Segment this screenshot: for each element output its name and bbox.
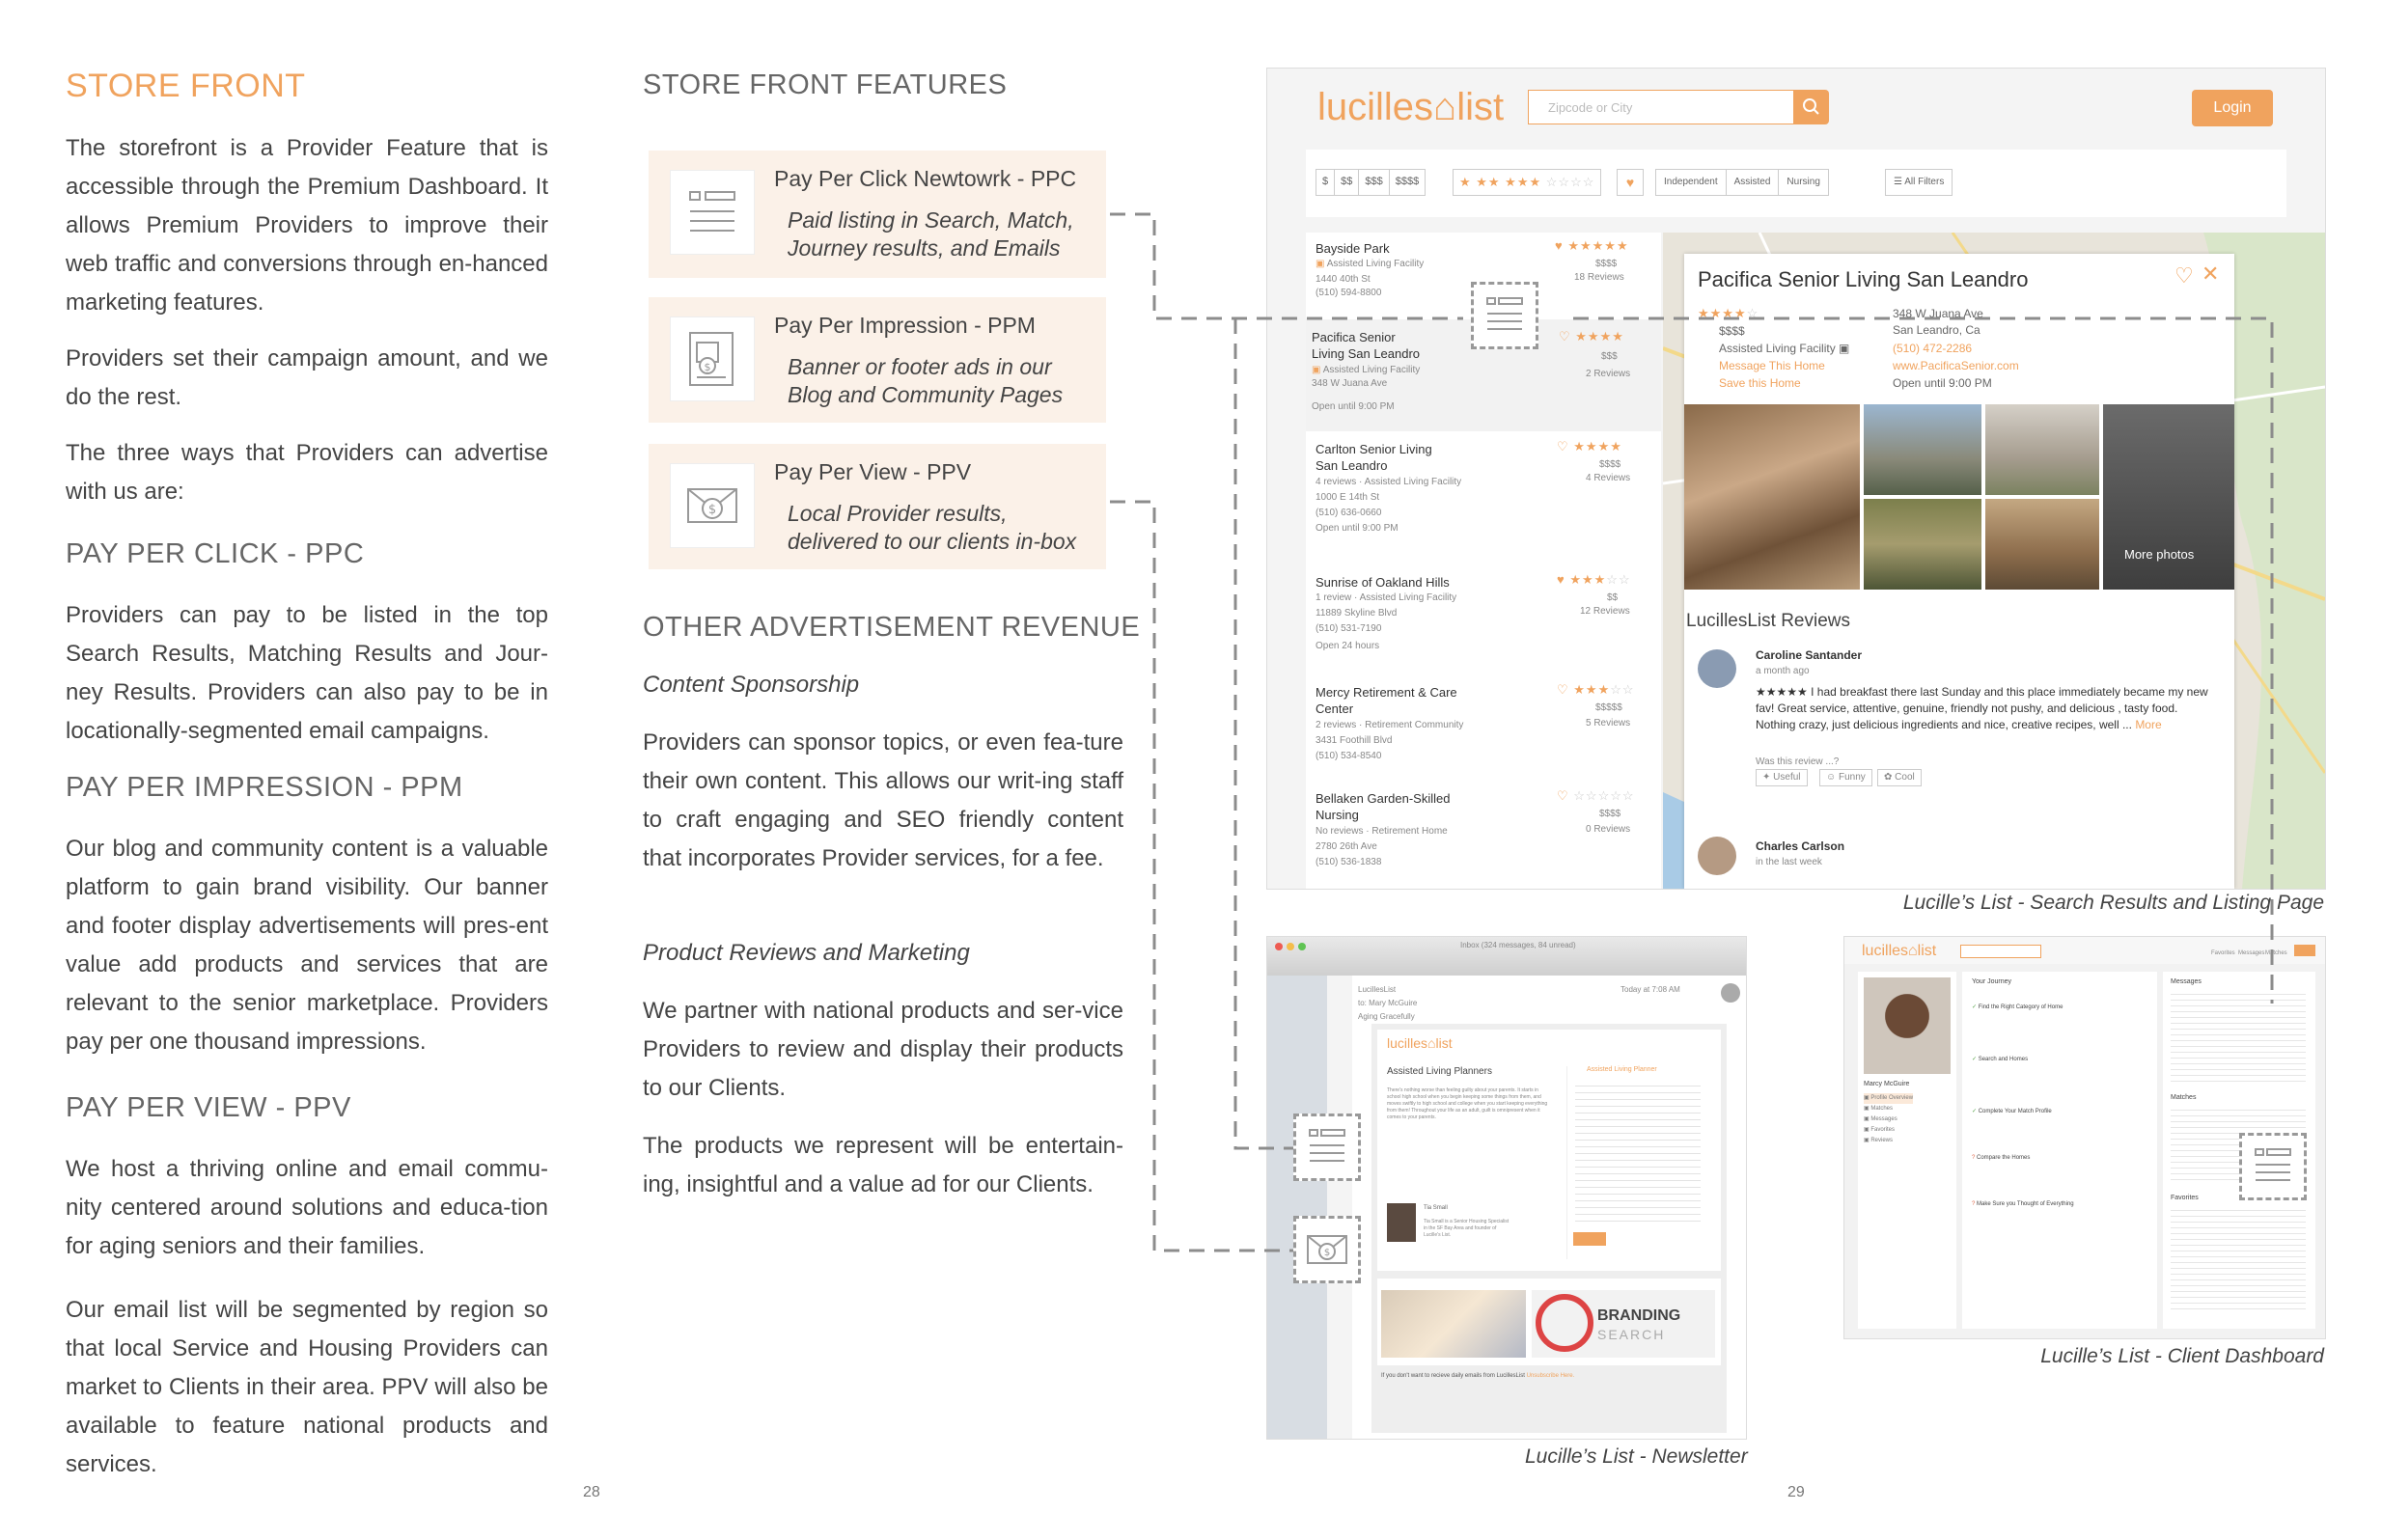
banner-headline: BRANDING: [1597, 1307, 1681, 1324]
feature-desc: Paid listing in Search, Match, Journey results, and Emails: [788, 207, 1074, 261]
dashboard-ppc-callout-icon: [2239, 1133, 2307, 1200]
features-heading: STORE FRONT FEATURES: [643, 69, 1008, 100]
review-date: in the last week: [1756, 857, 1822, 867]
unsubscribe-link[interactable]: Unsubscribe Here.: [1526, 1373, 1575, 1379]
nav-matches[interactable]: Matches: [2265, 950, 2287, 956]
journey-step[interactable]: ✓ Complete Your Match Profile: [1972, 1109, 2052, 1114]
favorite-filter[interactable]: ♥: [1617, 169, 1644, 196]
result-item[interactable]: Bayside Park ▣ Assisted Living Facility 1440 40th St (510) 594-8800 ♥ ★★★★★ $$$$ 18 Reviews: [1306, 233, 1661, 320]
detail-title: Pacifica Senior Living San Leandro: [1698, 267, 2029, 291]
ppc-heading: PAY PER CLICK - PPC: [66, 538, 365, 569]
detail-price: $$$$: [1719, 324, 1745, 338]
page-number-right: 29: [1787, 1484, 1805, 1500]
intro-paragraph: The storefront is a Provider Feature that is accessible through the Premium Dashboard. It allows Premium Providers to improve their web traffic and conversions through en-hanced marketing features.: [66, 135, 548, 316]
nav-favorites[interactable]: Favorites: [2211, 950, 2235, 956]
result-item[interactable]: Pacifica Senior Living San Leandro ▣ Assisted Living Facility 348 W Juana Ave Open until 9:00 PM ♡ ★★★★ $$$ 2 Reviews: [1306, 319, 1661, 432]
funny-button[interactable]: ☺ Funny: [1819, 769, 1872, 786]
result-item[interactable]: Mercy Retirement & Care Center 2 reviews · Retirement Community 3431 Foothill Blvd (510) 534-8540 ♡ ★★★☆☆ $$$$$ 5 Reviews: [1306, 674, 1661, 782]
save-home-link[interactable]: Save this Home: [1719, 376, 1801, 390]
feature-title: Pay Per Impression - PPM: [774, 313, 1036, 338]
sponsorship-heading: Content Sponsorship: [643, 672, 860, 698]
ppc-callout-icon: [1471, 282, 1538, 349]
author-bio: Tia Small is a Senior Housing Specialist in the SF Bay Area and founder of Lucille's List.: [1424, 1219, 1510, 1238]
journey-step[interactable]: ? Make Sure you Thought of Everything: [1972, 1201, 2074, 1207]
ppv-paragraph: We host a thriving online and email commu-nity centered around solutions and educa-tion for aging seniors and their families.: [66, 1156, 548, 1259]
detail-phone[interactable]: (510) 472-2286: [1893, 342, 1973, 355]
search-caption: Lucille’s List - Search Results and Listing Page: [1902, 892, 2324, 914]
site-logo[interactable]: lucilles⌂list: [1317, 86, 1505, 128]
ppm-paragraph: Our blog and community content is a valuable platform to gain brand visibility. Our banner and footer display advertisements will pres-ent value add products and services that are relevant to the senior marketplace. Providers pay per one thousand impressions.: [66, 836, 548, 1055]
feature-desc: Banner or footer ads in our Blog and Community Pages: [788, 354, 1064, 407]
other-revenue-heading: OTHER ADVERTISEMENT REVENUE: [643, 612, 1141, 643]
journey-step[interactable]: ? Compare the Homes: [1972, 1155, 2031, 1161]
sponsorship-paragraph: Providers can sponsor topics, or even fea-ture their own content. This allows our writ-ing staff to craft engaging and SEO friendly content that incorporates Provider services, for a fee.: [643, 729, 1123, 871]
journey-step[interactable]: ✓ Search and Homes: [1972, 1057, 2029, 1062]
sidebar-title: Assisted Living Planner: [1587, 1066, 1657, 1073]
email-date: Today at 7:08 AM: [1620, 985, 1680, 994]
cool-button[interactable]: ✿ Cool: [1877, 769, 1922, 786]
matches-heading: Matches: [2171, 1094, 2197, 1101]
all-filters-button[interactable]: ☰ All Filters: [1885, 169, 1953, 196]
close-icon[interactable]: ✕: [2202, 261, 2220, 286]
ppv-heading: PAY PER VIEW - PPV: [66, 1092, 351, 1123]
type-filter[interactable]: Independent Assisted Nursing: [1655, 169, 1829, 196]
newsletter-caption: Lucille’s List - Newsletter: [1525, 1445, 1748, 1468]
login-button[interactable]: Login: [2192, 90, 2273, 126]
profile-name: Marcy McGuire: [1864, 1081, 1910, 1087]
search-placeholder: Zipcode or City: [1548, 100, 1633, 115]
three-ways-paragraph: The three ways that Providers can advertise with us are:: [66, 440, 548, 505]
banner-subline: SEARCH: [1597, 1327, 1666, 1342]
unsubscribe-line: If you don't want to recieve daily emails from LucillesList Unsubscribe Here.: [1381, 1373, 1575, 1379]
result-item[interactable]: Carlton Senior Living San Leandro 4 reviews · Assisted Living Facility 1000 E 14th St (510) 636-0660 Open until 9:00 PM ♡ ★★★★ $$$$ 4 Reviews: [1306, 431, 1661, 565]
result-item[interactable]: Sunrise of Oakland Hills 1 review · Assisted Living Facility 11889 Skyline Blvd (510) 531-7190 Open 24 hours ♥ ★★★☆☆ $$ 12 Reviews: [1306, 564, 1661, 675]
helpful-prompt: Was this review ...?: [1756, 756, 1840, 767]
useful-button[interactable]: ✦ Useful: [1756, 769, 1808, 786]
feature-desc: Local Provider results, delivered to our clients in-box: [788, 501, 1077, 554]
feature-title: Pay Per Click Newtowrk - PPC: [774, 166, 1077, 191]
product-reviews-paragraph-2: The products we represent will be entertain-ing, insightful and a value ad for our Clients.: [643, 1133, 1123, 1197]
svg-text:$: $: [704, 361, 711, 373]
newsletter-ppc-callout-icon: [1293, 1114, 1361, 1181]
detail-rating: ★★★★☆: [1698, 306, 1759, 320]
result-item[interactable]: Bellaken Garden-Skilled Nursing No reviews · Retirement Home 2780 26th Ave (510) 536-1838 ♡ ☆☆☆☆☆ $$$$ 0 Reviews: [1306, 781, 1661, 889]
newsletter-article: There's nothing worse than feeling guilty about your parents. It starts in school high school when you begin keeping some things from them, and moves swiftly to high school and college when you start keeping everything from them! Throughout your life as an adult, guilt is omnipresent when it comes to your parents.: [1387, 1087, 1548, 1120]
ppm-heading: PAY PER IMPRESSION - PPM: [66, 772, 463, 803]
review-date: a month ago: [1756, 666, 1810, 676]
price-filter[interactable]: $ $$ $$$ $$$$: [1316, 169, 1426, 196]
dashboard-caption: Lucille’s List - Client Dashboard: [2040, 1345, 2324, 1367]
ppv-paragraph-2: Our email list will be segmented by region so that local Service and Housing Providers can market to Clients in their area. PPV will also be available to feature national products and services.: [66, 1297, 548, 1477]
favorite-icon[interactable]: ♡: [2174, 263, 2194, 288]
svg-text:$: $: [707, 503, 717, 517]
ppc-paragraph: Providers can pay to be listed in the top Search Results, Matching Results and Jour-ney Results. Providers can also pay to be in locationally-segmented email campaigns.: [66, 602, 548, 744]
detail-hours: Open until 9:00 PM: [1893, 376, 1992, 390]
detail-address: 348 W Juana Ave San Leandro, Ca: [1893, 307, 1983, 337]
reviewer-name: Caroline Santander: [1756, 648, 1863, 662]
rating-filter[interactable]: ★ ★★ ★★★ ☆☆☆☆: [1453, 169, 1601, 196]
window-title: Inbox (324 messages, 84 unread): [1460, 941, 1576, 949]
svg-text:$: $: [1323, 1248, 1331, 1258]
newsletter-ppv-callout-icon: [1293, 1216, 1361, 1283]
journey-step[interactable]: ✓ Find the Right Category of Home: [1972, 1004, 2063, 1010]
newsletter-logo: lucilles⌂list: [1387, 1035, 1453, 1051]
favorites-heading: Favorites: [2171, 1195, 2199, 1201]
page-number-left: 28: [583, 1484, 600, 1500]
reviews-heading: LucillesList Reviews: [1686, 611, 1851, 631]
profile-menu[interactable]: ▣ Profile Overview ▣ Matches ▣ Messages ▣ Favorites ▣ Reviews: [1864, 1095, 1914, 1143]
email-from: LucillesList to: Mary McGuire Aging Gracefully: [1358, 985, 1418, 1021]
product-reviews-paragraph: We partner with national products and ser-vice Providers to review and display their products to our Clients.: [643, 998, 1123, 1101]
message-home-link[interactable]: Message This Home: [1719, 359, 1825, 372]
dashboard-logo[interactable]: lucilles⌂list: [1862, 943, 1937, 959]
more-photos-label: More photos: [2124, 547, 2195, 562]
nav-messages[interactable]: Messages: [2238, 950, 2265, 956]
newsletter-heading: Assisted Living Planners: [1387, 1066, 1492, 1077]
messages-heading: Messages: [2171, 978, 2202, 985]
store-front-title: STORE FRONT: [66, 68, 306, 104]
product-reviews-heading: Product Reviews and Marketing: [643, 940, 970, 966]
author-name: Tia Small: [1424, 1205, 1448, 1211]
feature-title: Pay Per View - PPV: [774, 459, 972, 484]
journey-title: Your Journey: [1972, 978, 2011, 985]
detail-website[interactable]: www.PacificaSenior.com: [1893, 359, 2019, 372]
reviewer-name: Charles Carlson: [1756, 839, 1845, 853]
campaign-paragraph: Providers set their campaign amount, and we do the rest.: [66, 345, 548, 410]
detail-type: Assisted Living Facility ▣: [1719, 342, 1850, 355]
review-text: ★★★★★ I had breakfast there last Sunday and this place immediately became my new fav! Great service, attentive, genuine, friendly not pushy, and delicious , tasty food. Nothing crazy, just delicious ingredients and nice, creative recipes, well ... More: [1756, 685, 2208, 731]
